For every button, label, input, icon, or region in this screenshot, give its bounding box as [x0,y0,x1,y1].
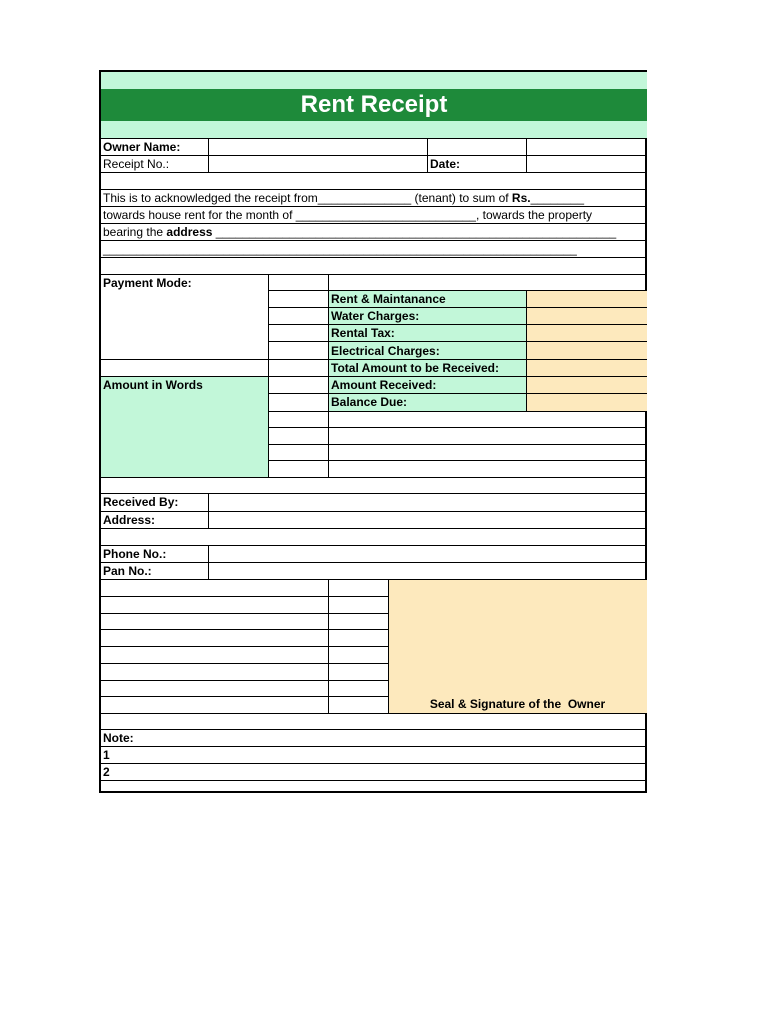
ack-line-3-post: ____________________________________________________________ [212,225,617,239]
ack-address-label: address [166,225,213,239]
received-by-label: Received By: [103,495,179,509]
seal-signature-box[interactable] [388,579,647,713]
page-title: Rent Receipt [101,89,647,121]
rent-receipt-form [99,70,647,793]
charge-total-to-receive: Total Amount to be Received: [331,361,500,375]
ack-line-1-pre: This is to acknowledged the receipt from______________ (tenant) to sum of [103,191,512,205]
date-label: Date: [430,157,461,171]
charge-balance-due: Balance Due: [331,395,408,409]
ack-rs-label: Rs. [511,191,531,205]
receipt-no-label: Receipt No.: [103,157,170,171]
charge-amount-received: Amount Received: [331,378,437,392]
owner-name-label: Owner Name: [103,140,181,154]
ack-line-3-pre: bearing the [103,225,167,239]
charge-water: Water Charges: [331,309,420,323]
ack-line-4: _______________________________________________________________________ [103,242,577,256]
note-item-1: 1 [103,748,110,762]
address-label: Address: [103,513,156,527]
pan-no-field[interactable] [209,563,647,579]
note-label: Note: [103,731,134,745]
title-green-band [101,121,647,138]
charge-electrical: Electrical Charges: [331,344,440,358]
received-by-field[interactable] [209,494,647,511]
phone-no-label: Phone No.: [103,547,167,561]
charge-rental-tax: Rental Tax: [331,326,395,340]
payment-mode-label: Payment Mode: [103,276,192,290]
seal-signature-label: Seal & Signature of the Owner [429,697,606,711]
date-field[interactable] [527,156,647,172]
ack-line-1-post: ________ [530,191,584,205]
charge-rent-maintenance: Rent & Maintanance [331,292,446,306]
note-item-2: 2 [103,765,110,779]
phone-no-field[interactable] [209,546,647,562]
owner-name-field[interactable] [209,139,427,155]
amount-in-words-label: Amount in Words [103,378,203,392]
ack-line-2: towards house rent for the month of ___________________________, towards the property [103,208,593,222]
receipt-no-field[interactable] [209,156,427,172]
ack-line-1 [103,191,584,205]
ack-line-3 [103,225,616,239]
address-field[interactable] [209,512,647,528]
top-green-band [101,72,647,89]
pan-no-label: Pan No.: [103,564,152,578]
